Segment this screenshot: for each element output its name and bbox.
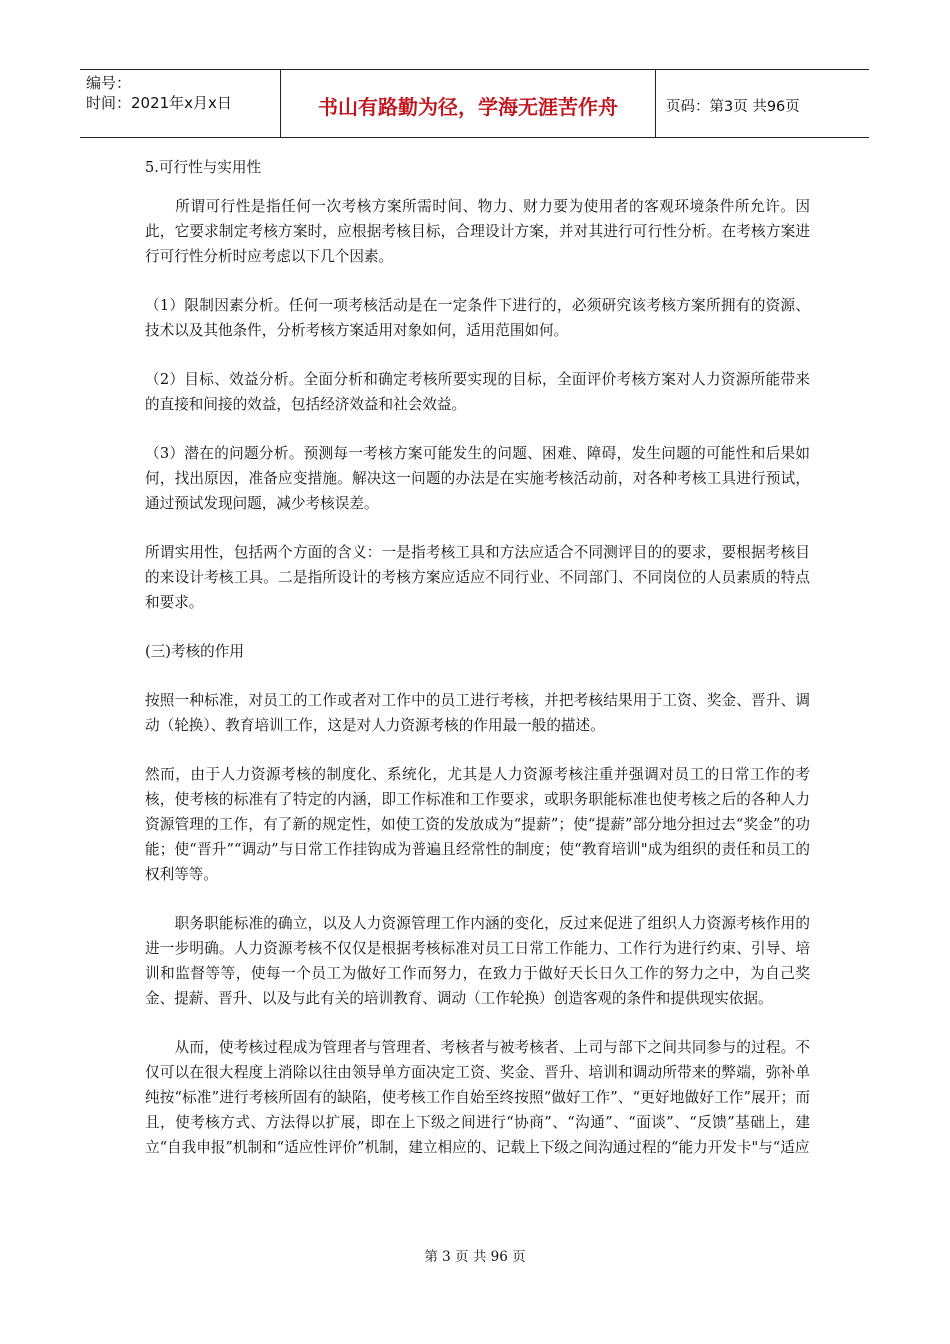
header-page-info: 页码：第3页 共96页 [666, 99, 800, 115]
body-paragraph: （3）潜在的问题分析。预测每一考核方案可能发生的问题、困难、障碍，发生问题的可能性和后果如何，找出原因，准备应变措施。解决这一问题的办法是在实施考核活动前，对各种考核工具进行预试，通过预试发现问题，减少考核误差。 [145, 445, 810, 512]
section-heading: (三)考核的作用 [145, 643, 244, 660]
document-number-label: 编号： [86, 74, 132, 92]
body-paragraph: 然而，由于人力资源考核的制度化、系统化，尤其是人力资源考核注重并强调对员工的日常工作的考核，使考核的标准有了特定的内涵，即工作标准和工作要求，或职务职能标准也使考核之后的各种人力资源管理的工作，有了新的规定性，如使工资的发放成为“提薪”；使“提薪”部分地分担过去“奖金”的功能；使“晋升”“调动”与日常工作挂钩成为普遍且经常性的制度；使“教育培训"成为组织的责任和员工的权利等等。 [145, 766, 810, 883]
document-date-label: 时间：2021年x月x日 [86, 94, 232, 112]
document-body [145, 155, 810, 1184]
body-paragraph: 职务职能标准的确立，以及人力资源管理工作内涵的变化，反过来促进了组织人力资源考核作用的进一步明确。人力资源考核不仅仅是根据考核标准对员工日常工作能力、工作行为进行约束、引导、培训和监督等等，使每一个员工为做好工作而努力，在致力于做好天长日久工作的努力之中，为自己奖金、提薪、晋升、以及与此有关的培训教育、调动（工作轮换）创造客观的条件和提供现实依据。 [145, 915, 810, 1007]
body-paragraph: 从而，使考核过程成为管理者与管理者、考核者与被考核者、上司与部下之间共同参与的过程。不仅可以在很大程度上消除以往由领导单方面决定工资、奖金、晋升、培训和调动所带来的弊端，弥补单纯按“标准”进行考核所固有的缺陷，使考核工作自始至终按照“做好工作”、“更好地做好工作”展开；而且，使考核方式、方法得以扩展，即在上下级之间进行“协商”、“沟通”、“面谈”、“反馈”基础上，建立“自我申报”机制和“适应性评价”机制，建立相应的、记载上下级之间沟通过程的“能力开发卡"与“适应 [145, 1039, 810, 1156]
header-motto: 书山有路勤为径，学海无涯苦作舟 [281, 70, 656, 137]
body-paragraph: 按照一种标准，对员工的工作或者对工作中的员工进行考核，并把考核结果用于工资、奖金、晋升、调动（轮换）、教育培训工作，这是对人力资源考核的作用最一般的描述。 [145, 692, 810, 734]
page-footer: 第 3 页 共 96 页 [424, 1249, 526, 1265]
body-paragraph: 所谓可行性是指任何一次考核方案所需时间、物力、财力要为使用者的客观环境条件所允许。因此，它要求制定考核方案时，应根据考核目标，合理设计方案，并对其进行可行性分析。在考核方案进行可行性分析时应考虑以下几个因素。 [145, 198, 810, 265]
body-paragraph: （2）目标、效益分析。全面分析和确定考核所要实现的目标，全面评价考核方案对人力资源所能带来的直接和间接的效益，包括经济效益和社会效益。 [145, 371, 810, 413]
body-paragraph: （1）限制因素分析。任何一项考核活动是在一定条件下进行的，必须研究该考核方案所拥有的资源、技术以及其他条件，分析考核方案适用对象如何，适用范围如何。 [145, 297, 810, 339]
header-meta-cell [80, 70, 281, 137]
page-header [80, 69, 869, 138]
body-paragraph: 所谓实用性，包括两个方面的含义：一是指考核工具和方法应适合不同测评目的的要求，要根据考核目的来设计考核工具。二是指所设计的考核方案应适应不同行业、不同部门、不同岗位的人员素质的特点和要求。 [145, 544, 810, 611]
section-heading: 5.可行性与实用性 [145, 159, 262, 176]
